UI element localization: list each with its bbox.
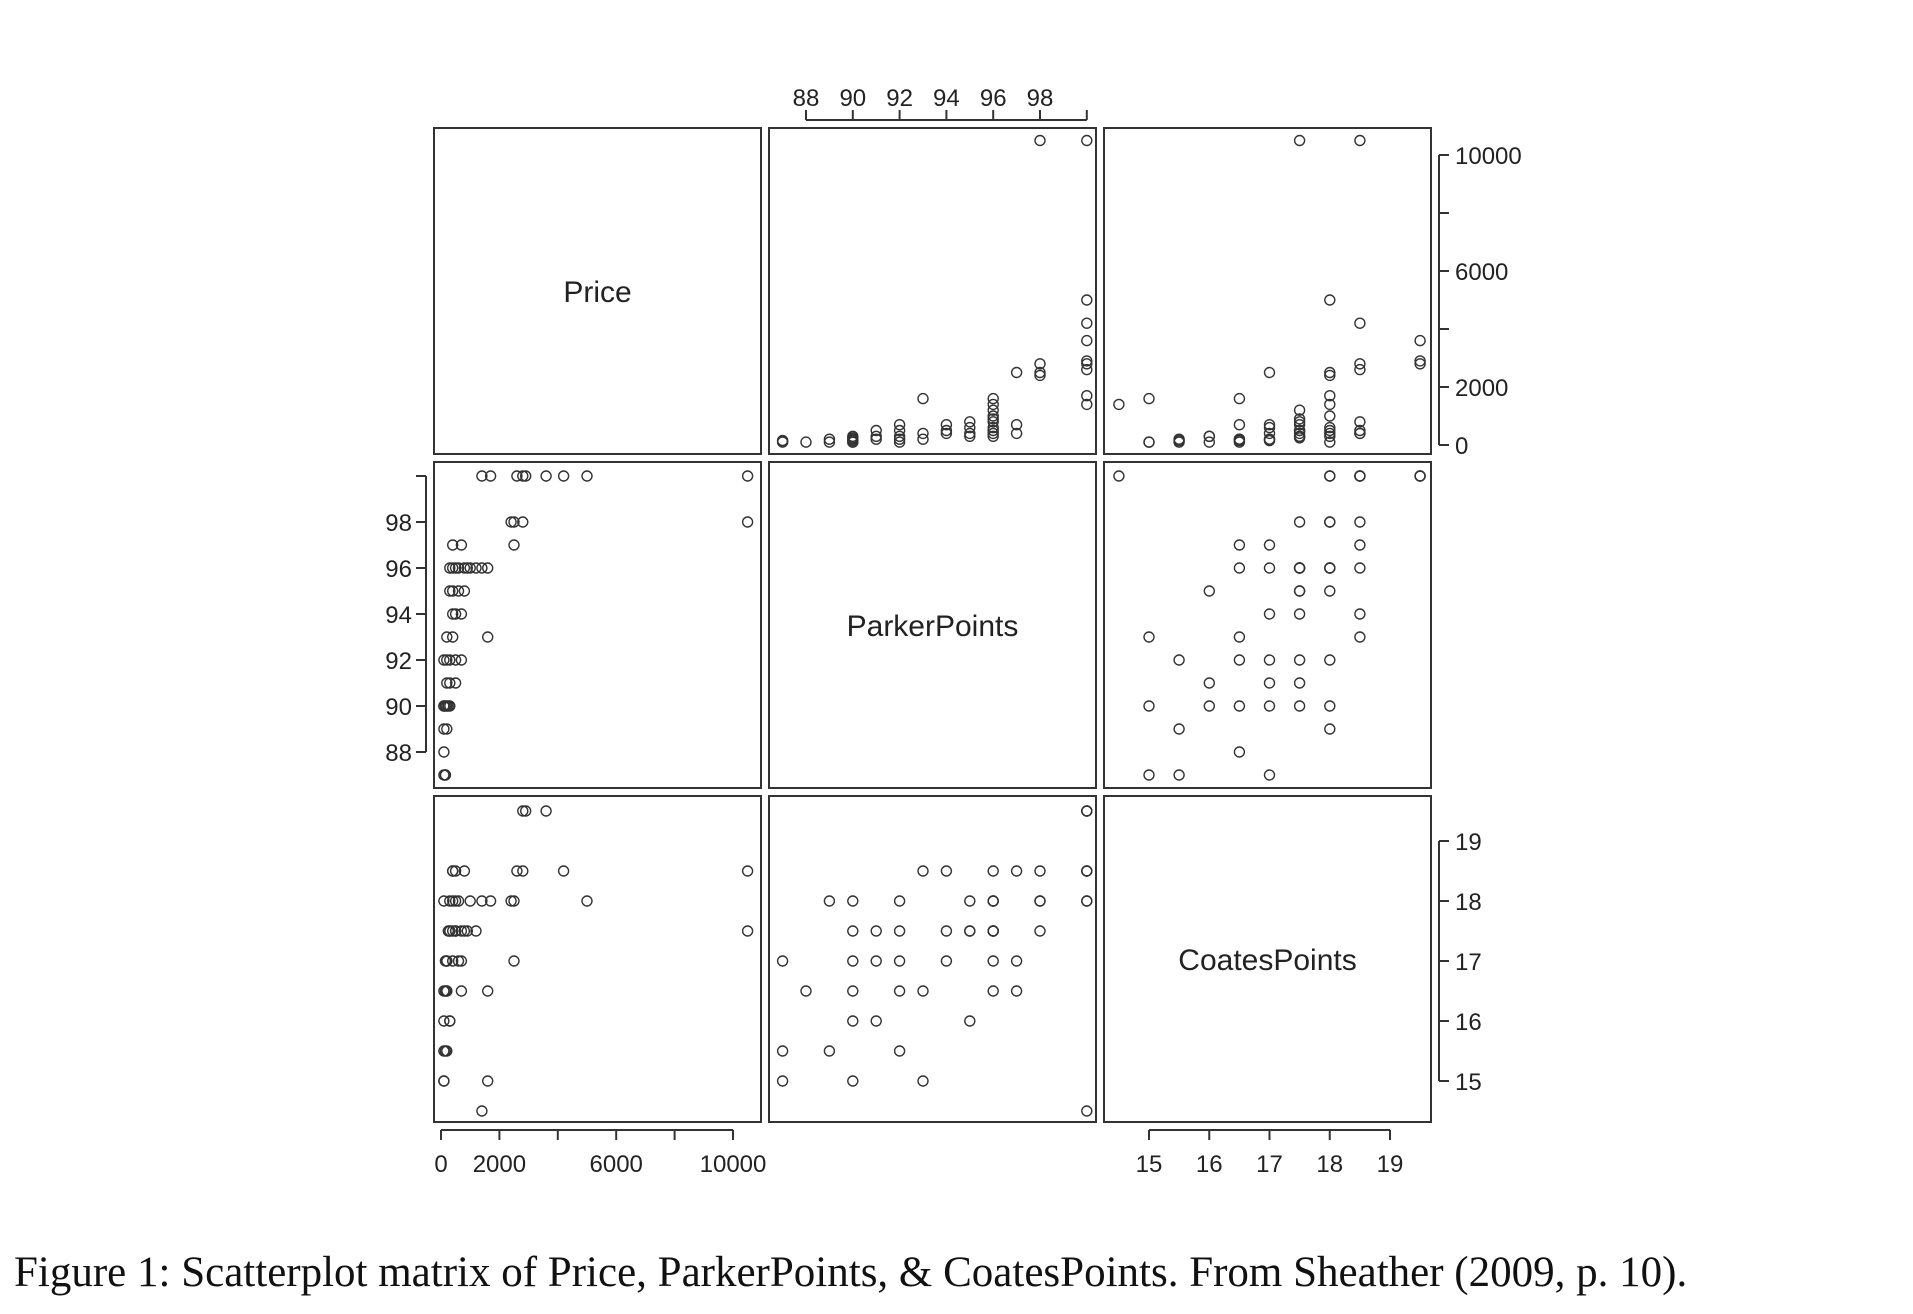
coates-tick-label: 19	[1376, 1151, 1404, 1178]
data-point-coates-vs-parker	[1415, 471, 1425, 481]
data-point-parker-vs-price	[918, 434, 928, 444]
data-point-price-vs-coates	[483, 1076, 493, 1086]
data-point-coates-vs-parker	[1114, 471, 1124, 481]
parker-tick-label-top: 98	[1026, 85, 1054, 112]
data-point-price-vs-parker	[442, 632, 452, 642]
data-point-parker-vs-coates	[988, 926, 998, 936]
diagonal-label-coates: CoatesPoints	[1178, 944, 1357, 977]
data-point-coates-vs-price	[1325, 295, 1335, 305]
data-point-parker-vs-coates	[988, 956, 998, 966]
data-point-coates-vs-parker	[1355, 540, 1365, 550]
data-point-price-vs-parker	[743, 517, 753, 527]
data-point-coates-vs-parker	[1355, 632, 1365, 642]
data-point-parker-vs-price	[988, 394, 998, 404]
data-point-coates-vs-parker	[1325, 563, 1335, 573]
data-point-coates-vs-parker	[1325, 724, 1335, 734]
data-point-coates-vs-price	[1234, 394, 1244, 404]
data-point-price-vs-coates	[477, 1106, 487, 1116]
data-point-parker-vs-coates	[895, 956, 905, 966]
data-point-coates-vs-parker	[1295, 701, 1305, 711]
data-point-parker-vs-coates	[965, 896, 975, 906]
coates-tick-label: 17	[1256, 1151, 1283, 1178]
coates-tick-label: 15	[1135, 1151, 1163, 1178]
parker-tick-label-top: 94	[933, 85, 960, 112]
data-point-parker-vs-coates	[965, 1016, 975, 1026]
data-point-parker-vs-coates	[941, 926, 951, 936]
data-point-price-vs-parker	[483, 632, 493, 642]
data-point-parker-vs-coates	[941, 866, 951, 876]
parker-tick-label-left: 94	[385, 602, 412, 629]
data-point-parker-vs-coates	[778, 956, 788, 966]
data-point-price-vs-parker	[459, 586, 469, 596]
data-point-parker-vs-price	[801, 437, 811, 447]
data-point-price-vs-coates	[743, 866, 753, 876]
data-point-parker-vs-price	[918, 394, 928, 404]
coates-tick-label: 18	[1316, 1151, 1344, 1178]
price-tick-label-right: 2000	[1455, 375, 1509, 402]
data-point-parker-vs-coates	[895, 1046, 905, 1056]
data-point-coates-vs-parker	[1204, 586, 1214, 596]
data-point-coates-vs-parker	[1355, 517, 1365, 527]
data-point-coates-vs-parker	[1325, 701, 1335, 711]
data-point-coates-vs-parker	[1265, 770, 1275, 780]
data-point-parker-vs-coates	[895, 926, 905, 936]
data-point-price-vs-coates	[465, 896, 475, 906]
data-point-price-vs-parker	[477, 563, 487, 573]
data-point-parker-vs-coates	[848, 926, 858, 936]
data-point-coates-vs-parker	[1265, 540, 1275, 550]
data-point-parker-vs-coates	[1012, 866, 1022, 876]
data-point-parker-vs-price	[895, 420, 905, 430]
price-tick-label-right: 10000	[1455, 143, 1522, 170]
data-point-price-vs-coates	[518, 866, 528, 876]
panel-frame-1-0	[434, 462, 761, 788]
panel-frame-2-1	[769, 796, 1096, 1122]
data-point-coates-vs-parker	[1295, 586, 1305, 596]
data-point-coates-vs-price	[1355, 365, 1365, 375]
data-point-coates-vs-parker	[1325, 655, 1335, 665]
data-point-parker-vs-coates	[848, 1016, 858, 1026]
data-point-coates-vs-parker	[1355, 609, 1365, 619]
data-point-price-vs-parker	[448, 632, 458, 642]
data-point-coates-vs-parker	[1174, 724, 1184, 734]
data-point-parker-vs-coates	[918, 1076, 928, 1086]
data-point-coates-vs-parker	[1144, 770, 1154, 780]
data-point-coates-vs-price	[1204, 431, 1214, 441]
parker-tick-label-top: 96	[979, 85, 1007, 112]
data-point-price-vs-coates	[439, 1016, 449, 1026]
coates-tick-label-right: 16	[1455, 1009, 1482, 1036]
data-point-parker-vs-coates	[1035, 896, 1045, 906]
data-point-coates-vs-parker	[1234, 540, 1244, 550]
parker-tick-label-top: 90	[839, 85, 867, 112]
data-point-parker-vs-coates	[871, 956, 881, 966]
data-point-parker-vs-price	[1082, 336, 1092, 346]
data-point-parker-vs-coates	[988, 866, 998, 876]
data-point-parker-vs-price	[965, 417, 975, 427]
data-point-coates-vs-parker	[1325, 586, 1335, 596]
data-point-parker-vs-coates	[988, 896, 998, 906]
data-point-coates-vs-parker	[1295, 655, 1305, 665]
coates-tick-label: 16	[1195, 1151, 1223, 1178]
data-point-parker-vs-coates	[918, 986, 928, 996]
parker-tick-label-left: 90	[385, 694, 412, 721]
data-point-parker-vs-coates	[1012, 956, 1022, 966]
data-point-parker-vs-coates	[871, 1016, 881, 1026]
data-point-coates-vs-parker	[1265, 678, 1275, 688]
data-point-coates-vs-parker	[1355, 471, 1365, 481]
parker-tick-label-top: 88	[792, 85, 820, 112]
data-point-parker-vs-price	[1082, 295, 1092, 305]
data-point-price-vs-coates	[512, 866, 522, 876]
data-point-coates-vs-parker	[1174, 770, 1184, 780]
parker-tick-label-top: 92	[886, 85, 913, 112]
data-point-parker-vs-coates	[1012, 986, 1022, 996]
figure-caption: Figure 1: Scatterplot matrix of Price, ParkerPoints, & CoatesPoints. From Sheather (2009, p. 10).	[14, 1249, 1688, 1296]
data-point-coates-vs-parker	[1144, 632, 1154, 642]
data-point-coates-vs-parker	[1265, 609, 1275, 619]
data-point-price-vs-parker	[743, 471, 753, 481]
data-point-parker-vs-coates	[1035, 926, 1045, 936]
parker-tick-label-left: 96	[385, 556, 412, 583]
data-point-price-vs-parker	[559, 471, 569, 481]
data-point-parker-vs-price	[1082, 136, 1092, 146]
data-point-parker-vs-coates	[824, 1046, 834, 1056]
diagonal-label-price: Price	[563, 276, 632, 309]
data-point-price-vs-coates	[559, 866, 569, 876]
data-point-coates-vs-parker	[1234, 747, 1244, 757]
data-point-price-vs-coates	[743, 926, 753, 936]
panel-frame-0-1	[769, 128, 1096, 454]
panel-frame-2-0	[434, 796, 761, 1122]
data-point-coates-vs-parker	[1325, 471, 1335, 481]
data-point-parker-vs-coates	[848, 1076, 858, 1086]
diagonal-label-parker: ParkerPoints	[846, 610, 1019, 643]
price-tick-label: 2000	[472, 1151, 527, 1178]
data-point-price-vs-parker	[439, 747, 449, 757]
data-point-parker-vs-coates	[871, 926, 881, 936]
data-point-parker-vs-price	[918, 428, 928, 438]
data-point-coates-vs-parker	[1265, 701, 1275, 711]
data-point-price-vs-coates	[483, 986, 493, 996]
data-point-coates-vs-parker	[1174, 655, 1184, 665]
parker-tick-label-left: 92	[385, 648, 412, 675]
data-point-coates-vs-parker	[1295, 563, 1305, 573]
data-point-parker-vs-price	[1035, 136, 1045, 146]
data-point-parker-vs-coates	[848, 896, 858, 906]
data-point-coates-vs-price	[1144, 437, 1154, 447]
data-point-parker-vs-coates	[848, 986, 858, 996]
price-tick-label: 6000	[589, 1151, 643, 1178]
data-point-price-vs-parker	[456, 655, 466, 665]
data-point-parker-vs-coates	[895, 986, 905, 996]
data-point-price-vs-coates	[509, 956, 519, 966]
data-point-coates-vs-parker	[1234, 701, 1244, 711]
data-point-parker-vs-price	[1082, 318, 1092, 328]
data-point-parker-vs-coates	[941, 956, 951, 966]
data-point-coates-vs-parker	[1265, 563, 1275, 573]
data-point-price-vs-parker	[509, 540, 519, 550]
coates-tick-label-right: 18	[1455, 889, 1482, 916]
data-point-coates-vs-parker	[1234, 563, 1244, 573]
data-point-coates-vs-parker	[1355, 563, 1365, 573]
data-point-coates-vs-price	[1234, 420, 1244, 430]
price-tick-label-right: 6000	[1455, 259, 1509, 286]
data-point-parker-vs-coates	[801, 986, 811, 996]
data-point-coates-vs-price	[1114, 399, 1124, 409]
data-point-parker-vs-price	[988, 399, 998, 409]
data-point-price-vs-coates	[541, 806, 551, 816]
price-tick-label: 0	[434, 1151, 448, 1178]
data-point-parker-vs-coates	[1082, 1106, 1092, 1116]
parker-tick-label-left: 98	[385, 510, 412, 537]
data-point-coates-vs-price	[1355, 359, 1365, 369]
coates-tick-label-right: 19	[1455, 829, 1482, 856]
data-point-coates-vs-parker	[1265, 655, 1275, 665]
data-point-coates-vs-price	[1355, 318, 1365, 328]
data-point-price-vs-coates	[456, 986, 466, 996]
data-point-coates-vs-parker	[1204, 678, 1214, 688]
data-point-coates-vs-parker	[1295, 678, 1305, 688]
data-point-coates-vs-price	[1415, 336, 1425, 346]
data-point-parker-vs-coates	[965, 926, 975, 936]
data-point-price-vs-coates	[582, 896, 592, 906]
data-point-coates-vs-price	[1325, 411, 1335, 421]
data-point-coates-vs-parker	[1295, 517, 1305, 527]
parker-tick-label-left: 88	[385, 740, 412, 767]
data-point-coates-vs-price	[1265, 368, 1275, 378]
data-point-price-vs-coates	[445, 1016, 455, 1026]
data-point-price-vs-parker	[483, 563, 493, 573]
data-point-parker-vs-coates	[1082, 896, 1092, 906]
data-point-parker-vs-coates	[1082, 806, 1092, 816]
data-point-parker-vs-coates	[824, 896, 834, 906]
data-point-parker-vs-coates	[918, 866, 928, 876]
panel-frame-0-2	[1104, 128, 1431, 454]
data-point-coates-vs-parker	[1295, 609, 1305, 619]
data-point-parker-vs-coates	[778, 1076, 788, 1086]
data-point-price-vs-parker	[582, 471, 592, 481]
data-point-coates-vs-parker	[1144, 701, 1154, 711]
data-point-coates-vs-price	[1144, 394, 1154, 404]
data-point-coates-vs-parker	[1234, 655, 1244, 665]
data-point-coates-vs-parker	[1204, 701, 1214, 711]
data-point-parker-vs-coates	[778, 1046, 788, 1056]
price-tick-label-right: 0	[1455, 433, 1469, 460]
data-point-coates-vs-parker	[1325, 517, 1335, 527]
coates-tick-label-right: 15	[1455, 1069, 1482, 1096]
data-point-parker-vs-price	[1012, 368, 1022, 378]
data-point-price-vs-coates	[439, 1076, 449, 1086]
data-point-parker-vs-coates	[1082, 866, 1092, 876]
data-point-parker-vs-coates	[988, 986, 998, 996]
data-point-parker-vs-coates	[848, 956, 858, 966]
data-point-coates-vs-price	[1204, 437, 1214, 447]
panel-frame-1-2	[1104, 462, 1431, 788]
coates-tick-label-right: 17	[1455, 949, 1482, 976]
data-point-coates-vs-price	[1295, 136, 1305, 146]
data-point-coates-vs-price	[1355, 136, 1365, 146]
data-point-parker-vs-coates	[895, 896, 905, 906]
price-tick-label: 10000	[699, 1151, 767, 1178]
data-point-price-vs-parker	[541, 471, 551, 481]
data-point-coates-vs-parker	[1234, 632, 1244, 642]
data-point-parker-vs-coates	[1035, 866, 1045, 876]
